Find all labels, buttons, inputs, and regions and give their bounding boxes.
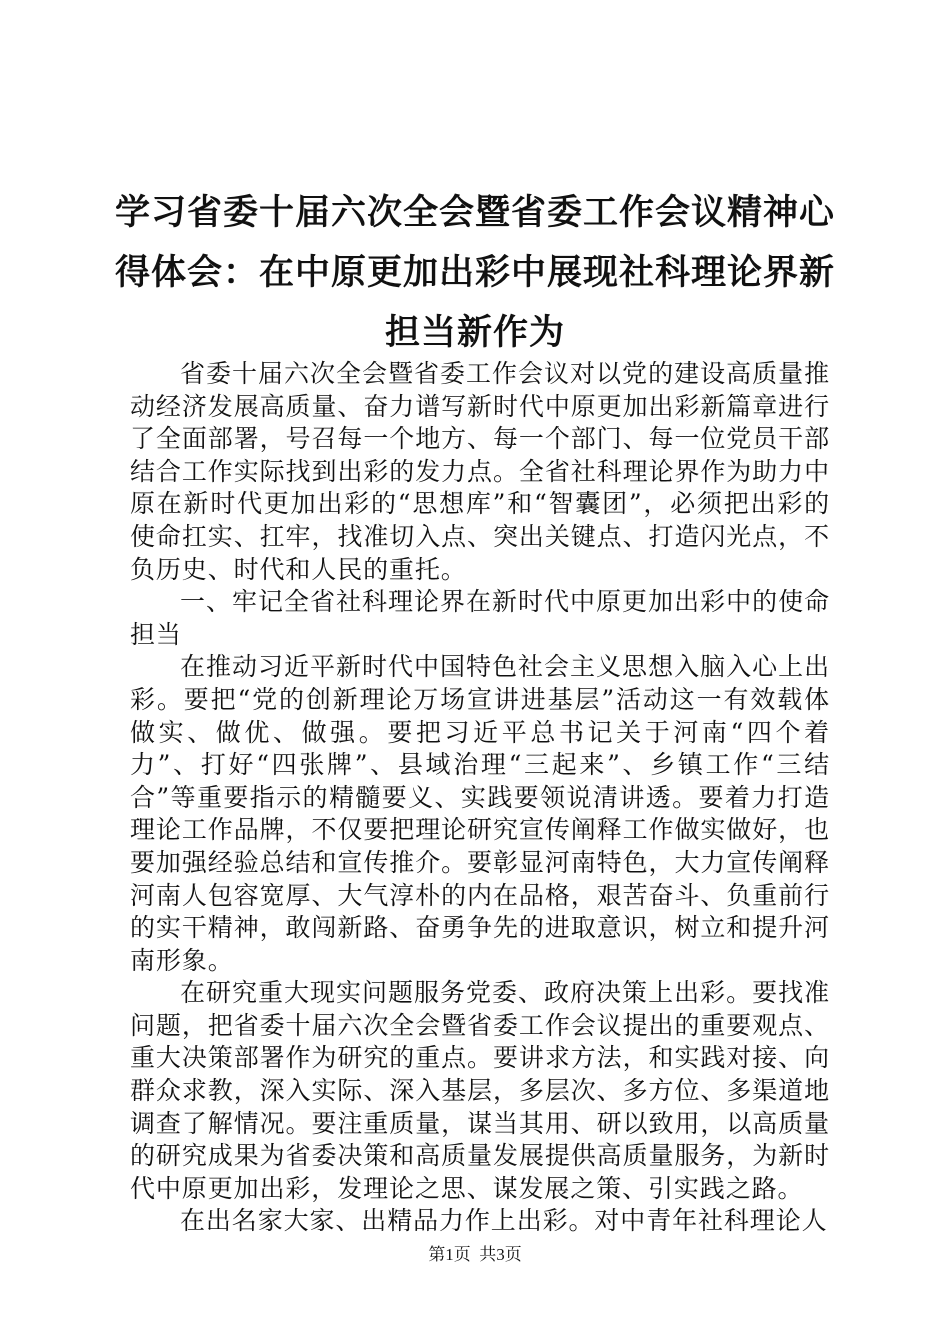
paragraph-intro: 省委十届六次全会暨省委工作会议对以党的建设高质量推动经济发展高质量、奋力谱写新时代中原更加出彩新篇章进行了全面部署，号召每一个地方、每一个部门、每一位党员干部结合工作实际找到出彩的发力点。全省社科理论界作为助力中原在新时代更加出彩的“思想库”和“智囊团”，必须把出彩的使命扛实、扛牢，找准切入点、突出关键点、打造闪光点，不负历史、时代和人民的重托。 [130,359,830,584]
section-heading: 一、牢记全省社科理论界在新时代中原更加出彩中的使命担当 [130,587,830,649]
page-footer [0,1245,950,1265]
paragraph-theory-propagation: 在推动习近平新时代中国特色社会主义思想入脑入心上出彩。要把“党的创新理论万场宣讲进基层”活动这一有效载体做实、做优、做强。要把习近平总书记关于河南“四个着力”、打好“四张牌”、县域治理“三起来”、乡镇工作“三结合”等重要指示的精髓要义、实践要领说清讲透。要着力打造理论工作品牌，不仅要把理论研究宣传阐释工作做实做好，也要加强经验总结和宣传推介。要彰显河南特色，大力宣传阐释河南人包容宽厚、大气淳朴的内在品格，艰苦奋斗、负重前行的实干精神，敢闯新路、奋勇争先的进取意识，树立和提升河南形象。 [130,652,830,975]
page-number: 第1页 [428,1245,471,1264]
page-total: 共3页 [479,1245,522,1264]
document-title: 学习省委十届六次全会暨省委工作会议精神心得体会：在中原更加出彩中展现社科理论界新担当新作为 [114,192,835,354]
paragraph-research-service: 在研究重大现实问题服务党委、政府决策上出彩。要找准问题，把省委十届六次全会暨省委工作会议提出的重要观点、重大决策部署作为研究的重点。要讲求方法，和实践对接、向群众求教，深入实际、深入基层，多层次、多方位、多渠道地调查了解情况。要注重质量，谋当其用、研以致用，以高质量的研究成果为省委决策和高质量发展提供高质量服务，为新时代中原更加出彩，发理论之思、谋发展之策、引实践之路。 [130,978,830,1203]
document-body [130,358,830,1238]
paragraph-masters-works: 在出名家大家、出精品力作上出彩。对中青年社科理论人 [180,1206,828,1236]
